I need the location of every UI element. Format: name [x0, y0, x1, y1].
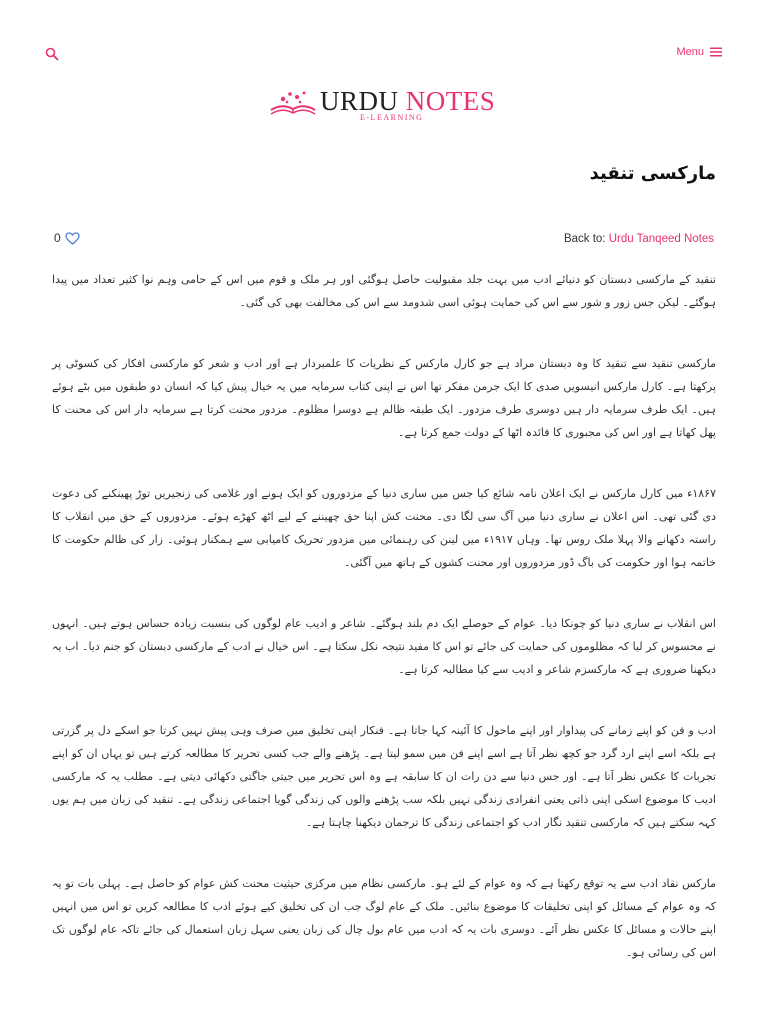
search-button[interactable] [45, 46, 59, 60]
logo-tagline: E-LEARNING [360, 113, 424, 122]
paragraph: مارکسی تنقید سے تنقید کا وہ دبستان مراد ہے جو کارل مارکس کے نظریات کا علمبردار ہے اور ادب و شعر کو مارکسی افکار کی کسوٹی پر پرکھتا ہے۔ کارل مارکس انیسویں صدی کا ایک جرمن مفکر تھا اس نے اپنی کتاب سرمایہ میں یہ خیال پیش کیا کہ انسان دو طبقوں میں بٹے ہوئے ہیں۔ ایک طرف سرمایہ دار ہیں دوسری طرف مزدور۔ ایک طبقہ ظالم ہے دوسرا مظلوم۔ مزدور محنت کرتا ہے سرمایہ دار اس کی محنت کا پھل کھاتا ہے اور اس کی مجبوری کا فائدہ اٹھا کے دولت جمع کرتا ہے۔ [52, 357, 716, 439]
back-to-label: Back to: [563, 233, 606, 245]
search-icon [45, 47, 59, 61]
menu-button[interactable] [676, 46, 722, 58]
article-body [52, 268, 716, 1002]
logo-word-urdu: URDU [320, 86, 399, 116]
page-title: مارکسی تنقید [589, 163, 716, 184]
logo-word-notes: NOTES [405, 86, 496, 116]
menu-label: Menu [676, 46, 704, 58]
paragraph: اس انقلاب نے ساری دنیا کو چونکا دیا۔ عوام کے حوصلے ایک دم بلند ہوگئے۔ شاعر و ادیب عام لوگوں کی بنسبت زیادہ حساس ہوتے ہیں۔ انہوں نے محسوس کر لیا کہ مظلوموں کی حمایت کی جائے تو اس کا مفید نتیجہ نکل سکتا ہے۔ اس خیال نے ادب کے مارکسی دبستان کو جنم دیا۔ اب یہ دیکھنا ضروری ہے کہ مارکسزم شاعر و ادیب سے کیا مطالبہ کرتا ہے۔ [52, 617, 716, 676]
breadcrumb [564, 233, 714, 245]
paragraph: ادب و فن کو اپنے زمانے کی پیداوار اور اپنے ماحول کا آئینہ کہا جاتا ہے۔ فنکار اپنی تخلیق میں صرف وہی پیش نہیں کرتا جو اسکے دل پر گزرتی ہے بلکہ اسے اپنے ارد گرد جو کچھ نظر آتا ہے اسے اپنے فن میں سمو لیتا ہے۔ پڑھنے والے جب کسی تحریر کا مطالعہ کرتے ہیں تو یہاں ان کو اپنے تجربات کا عکس نظر آتا ہے۔ اور جس دنیا سے دن رات ان کا سابقہ ہے وہ اس تحریر میں جیتی جاگتی دکھائی دیتی ہے۔ مطلب یہ کہ مارکسی ادیب کا موضوع اسکی اپنی ذاتی یعنی انفرادی زندگی نہیں بلکہ سب پڑھنے والوں کی زندگی گویا اجتماعی زندگی ہے۔ تنقید کی زبان میں ہم یوں کہہ سکتے ہیں کہ مارکسی تنقید نگار ادب کو اجتماعی زندگی کا ترجمان دیکھنا چاہتا ہے۔ [52, 724, 717, 829]
paragraph: مارکس نقاد ادب سے یہ توقع رکھتا ہے کہ وہ عوام کے لئے ہو۔ مارکسی نظام میں مرکزی حیثیت محنت کش عوام کو حاصل ہے۔ پہلی بات تو یہ کہ وہ عوام کے مسائل کو اپنی تخلیقات کا موضوع بنائیں۔ ملک کے عام لوگ جب ان کی تخلیق کیے ہوئے ادب کا مطالعہ کریں تو اس میں انہیں اپنے حالات و مسائل کا عکس نظر آئے۔ دوسری بات یہ کہ ادب میں عام بول چال کی زبان یعنی سہل زبان استعمال کی جائے تاکہ عام لوگوں تک اس کی رسائی ہو۔ [52, 877, 716, 959]
paragraph: تنقید کے مارکسی دبستان کو دنیائے ادب میں بہت جلد مقبولیت حاصل ہوگئی اور ہر ملک و قوم میں اس کے حامی وہم نوا کثیر تعداد میں پیدا ہوگئے۔ لیکن جس زور و شور سے اس کی حمایت ہوئی اسی شدومد سے اس کی مخالفت بھی کی گئی۔ [52, 273, 716, 309]
heart-icon [65, 232, 80, 245]
like-count: 0 [54, 231, 61, 245]
like-button[interactable] [54, 231, 80, 245]
book-icon [268, 88, 318, 118]
paragraph: ۱۸۶۷ء میں کارل مارکس نے ایک اعلان نامہ شائع کیا جس میں ساری دنیا کے مزدوروں کو ایک ہونے اور غلامی کی زنجیریں توڑ پھینکنے کی دعوت دی گئی تھی۔ اس اعلان نے ساری دنیا میں آگ سی لگا دی۔ محنت کش اپنا حق چھیننے کے لیے اٹھ کھڑے ہوئے۔ مزدوروں کے حق میں انقلاب کا راستہ دکھانے والا پہلا ملک روس تھا۔ وہاں ۱۹۱۷ء میں لینن کی رہنمائی میں مزدور تحریک کامیابی سے ہمکنار ہوئی۔ زار کی ظالم حکومت کا خاتمہ ہوا اور حکومت کی باگ ڈور مزدوروں اور محنت کشوں کے ہاتھ میں آگئی۔ [52, 487, 716, 569]
site-logo[interactable] [268, 84, 504, 126]
hamburger-icon [710, 47, 722, 57]
site-header [0, 0, 768, 90]
back-to-link[interactable]: Urdu Tanqeed Notes [608, 233, 714, 245]
